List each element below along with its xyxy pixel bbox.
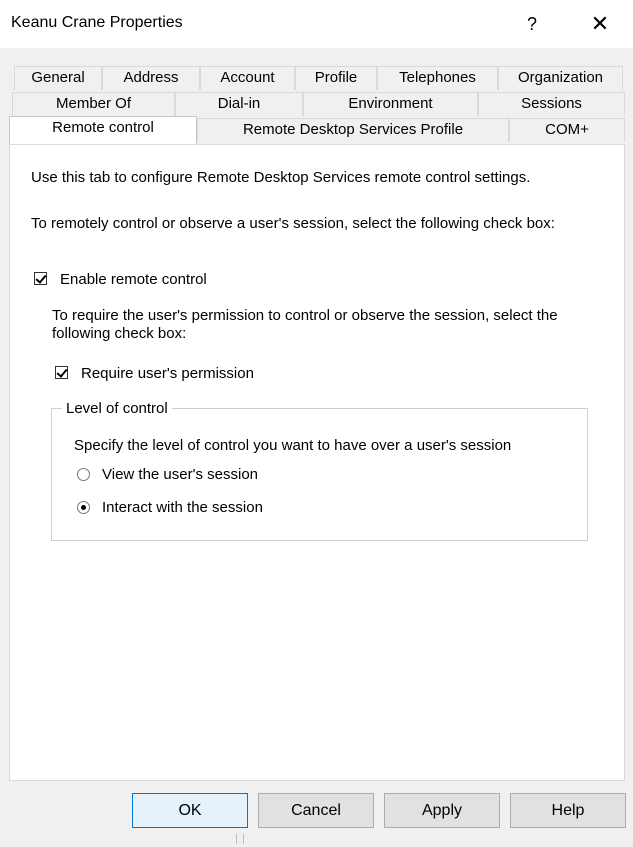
instruction-text: To remotely control or observe a user's session, select the following check box: <box>31 215 555 232</box>
help-button[interactable]: Help <box>510 793 626 828</box>
intro-text: Use this tab to configure Remote Desktop Services remote control settings. <box>31 169 531 186</box>
tab-com-plus[interactable]: COM+ <box>509 118 625 142</box>
tab-profile[interactable]: Profile <box>295 66 377 90</box>
enable-remote-control-label[interactable]: Enable remote control <box>60 271 207 288</box>
close-icon[interactable]: ✕ <box>590 11 610 36</box>
tab-address[interactable]: Address <box>102 66 200 90</box>
require-permission-checkbox[interactable] <box>55 366 68 379</box>
level-description-text: Specify the level of control you want to have over a user's session <box>74 437 512 454</box>
view-session-radio[interactable] <box>77 468 90 481</box>
require-permission-label[interactable]: Require user's permission <box>81 365 254 382</box>
tab-remote-desktop-services-profile[interactable]: Remote Desktop Services Profile <box>197 118 509 142</box>
apply-button[interactable]: Apply <box>384 793 500 828</box>
title-bar <box>0 0 633 48</box>
cancel-button[interactable]: Cancel <box>258 793 374 828</box>
tab-environment[interactable]: Environment <box>303 92 478 116</box>
tab-account[interactable]: Account <box>200 66 295 90</box>
tab-remote-control[interactable]: Remote control <box>9 116 197 144</box>
help-icon[interactable]: ? <box>526 14 537 34</box>
tab-telephones[interactable]: Telephones <box>377 66 498 90</box>
tab-general[interactable]: General <box>14 66 102 90</box>
tab-sessions[interactable]: Sessions <box>478 92 625 116</box>
tab-organization[interactable]: Organization <box>498 66 623 90</box>
interact-session-radio[interactable] <box>77 501 90 514</box>
tab-member-of[interactable]: Member Of <box>12 92 175 116</box>
tab-dial-in[interactable]: Dial-in <box>175 92 303 116</box>
enable-remote-control-checkbox[interactable] <box>34 272 47 285</box>
view-session-label[interactable]: View the user's session <box>102 466 258 483</box>
level-of-control-legend: Level of control <box>62 400 172 418</box>
interact-session-label[interactable]: Interact with the session <box>102 499 263 516</box>
permission-instruction-text: To require the user's permission to control or observe the session, select the following check box: <box>52 307 558 342</box>
resize-grip <box>236 834 244 844</box>
ok-button[interactable]: OK <box>132 793 248 828</box>
window-title: Keanu Crane Properties <box>11 14 183 31</box>
